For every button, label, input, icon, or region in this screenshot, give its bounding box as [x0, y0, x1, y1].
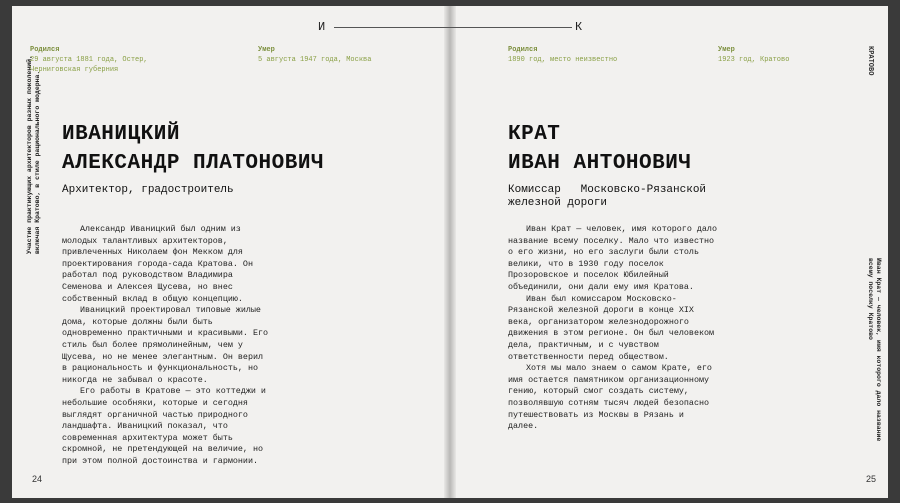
died-label: Умер — [258, 46, 275, 54]
biography-text — [62, 224, 272, 467]
left-page — [12, 6, 448, 498]
born-label: Родился — [508, 46, 538, 54]
page-number-right: 25 — [866, 474, 877, 484]
biography-text — [508, 224, 718, 433]
person-name-line1: КРАТ — [508, 123, 561, 146]
born-value: 1890 год, место неизвестно — [508, 56, 618, 64]
biography-paragraph: Иван Крат — человек, имя которого дало название всему поселку. Мало что известно о его жизни, но его заслуги были столь велики, что в 1930 году поселок Прозоровское и поселок Юбилейный объединили, они дали ему имя Кратова. — [508, 224, 717, 292]
biography-paragraph: Его работы в Кратове — это коттеджи и небольшие особняки, которые и сегодня выглядят органичной частью природного ландшафта. Иваницкий показал, что современная архитектура может быть скромной, не претендующей на величие, но при этом полной достоинства и гармонии. — [62, 386, 266, 466]
biography-paragraph: Александр Иваницкий был одним из молодых талантливых архитекторов, привлеченных Николаем фон Мекком для проектирования города-сада Кратова. Он работал под руководством Владимира Семенова и Алексея Щусева, но внес собственный вклад в общую концепцию. — [62, 224, 253, 304]
right-page — [452, 6, 888, 498]
person-name-line2: АЛЕКСАНДР ПЛАТОНОВИЧ — [62, 152, 325, 175]
born-label: Родился — [30, 46, 60, 54]
biography-paragraph: Хотя мы мало знаем о самом Крате, его имя остается памятником организационному гению, который смог создать систему, позволявшую сотням тысяч людей безопасно путешествовать из Москвы в Рязань и далее. — [508, 363, 712, 432]
biography-paragraph: Иван был комиссаром Московско-Рязанской железной дороги в конце XIX века, организатором железнодорожного движения в этом регионе. Он был человеком дела, практичным, и с чувством ответственности перед обществом. — [508, 293, 715, 362]
person-role: Архитектор, градостроитель — [62, 184, 234, 196]
person-name-line1: ИВАНИЦКИЙ — [62, 123, 180, 146]
section-tab: КРАТОВО — [866, 46, 874, 76]
page-number-left: 24 — [32, 474, 43, 484]
person-name-line2: ИВАН АНТОНОВИЧ — [508, 152, 692, 175]
born-value-line2: Черниговская губерния — [30, 66, 119, 74]
biography-paragraph: Иваницкий проектировал типовые жилые дома, которые должны были быть одновременно практичными и красивыми. Его стиль был более прямолинейным, чем у Щусева, но не менее элегантным. Он верил в рациональность и функциональность, но никогда не забывал о красоте. — [62, 305, 269, 385]
person-role-line2: железной дороги — [508, 197, 608, 209]
died-label: Умер — [718, 46, 735, 54]
book-spread — [12, 6, 888, 498]
died-value: 1923 год, Кратово — [718, 56, 790, 64]
person-role-line1: Комиссар Московско-Рязанской — [508, 184, 707, 196]
index-letter-right: К — [575, 20, 583, 34]
died-value: 5 августа 1947 года, Москва — [258, 56, 372, 64]
index-letter-left: И — [318, 20, 326, 34]
right-side-note: Иван Крат — человек, имя которого дало название всему поселку Кратово — [867, 258, 882, 442]
left-side-note: Участие практикующих архитекторов разных поколений, включая Кратово, в стиле рационального модерна. — [26, 55, 41, 254]
born-value-line1: 29 августа 1881 года, Остер, — [30, 56, 148, 64]
